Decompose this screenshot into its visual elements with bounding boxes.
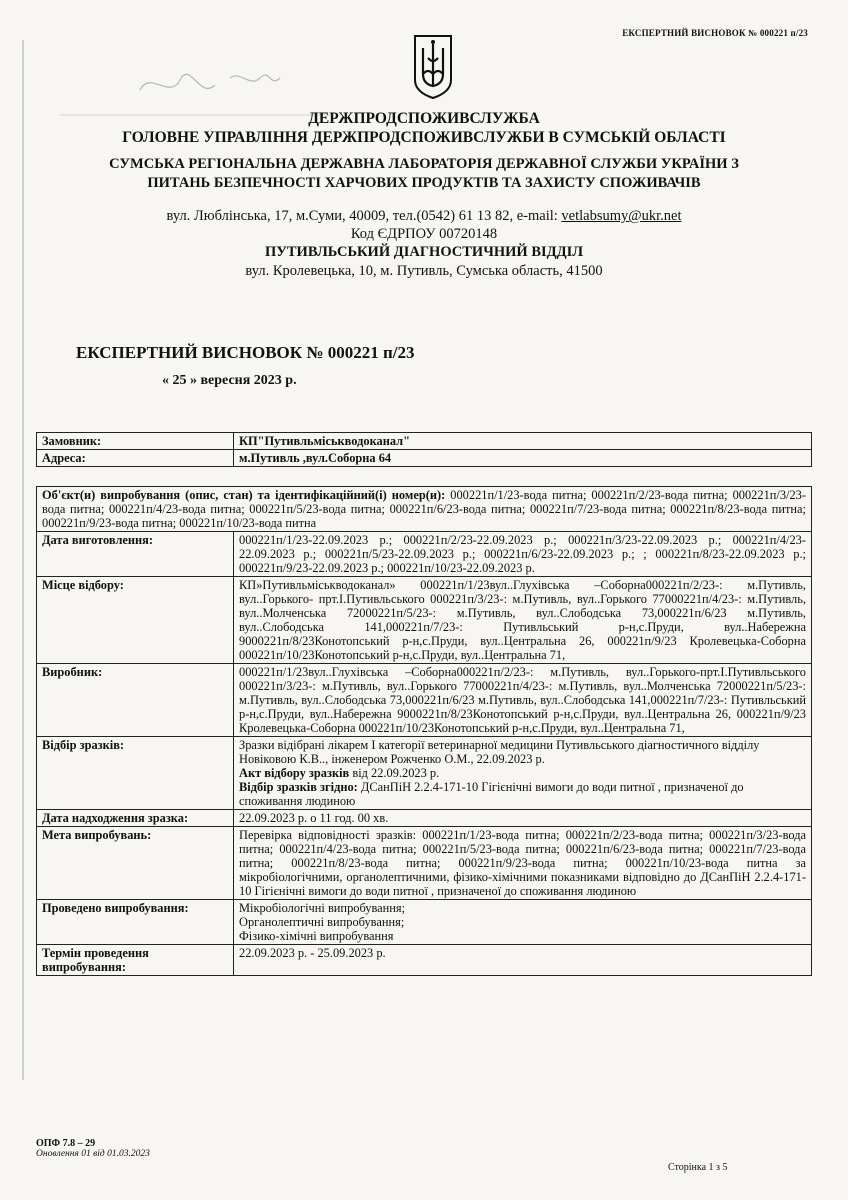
tests-label: Проведено випробування: xyxy=(37,900,234,945)
objects-cell xyxy=(37,487,812,532)
act-value: від 22.09.2023 р. xyxy=(349,766,440,780)
row-value: КП»Путивльміськводоканал» 000221п/1/23вул..Глухівська –Соборна000221п/2/23-: м.Путивль, вул..Горького- прт.І.Путивльського 000221п/3/23-: м.Путивль, вул..Горького 77000221п/4/23-: м.Путивль, вул..Молченська 72000221п/5/23-: м.Путивль, вул..Слободська 73,000221п/6/23 м.Путивль, вул..Слободська 141,000221п/7/23-: Путивльський р-н,с.Пруди, вул..Набережна 9000221п/8/23Конотопський р-н,с.Пруди, вул..Центральна 26, 000221п/9/23 Кролевецька-Соборна 000221п/10/23Конотопський р-н,с.Пруди, вул..Центральна 71, xyxy=(234,577,812,664)
document-title: ЕКСПЕРТНИЙ ВИСНОВОК № 000221 п/23 xyxy=(76,343,415,362)
table-row xyxy=(37,450,812,467)
according-line xyxy=(239,780,806,808)
table-row xyxy=(37,810,812,827)
sampling-text: Зразки відібрані лікарем І категорії ветеринарної медицини Путивльського діагностичного відділу Новіковою К.В.., інженером Рожченко О.М., 22.09.2023 р. xyxy=(239,738,760,766)
row-value: 000221п/1/23-22.09.2023 р.; 000221п/2/23-22.09.2023 р.; 000221п/3/23-22.09.2023 р.; 000221п/4/23-22.09.2023 р.; 000221п/5/23-22.09.2023 р.; 000221п/6/23-22.09.2023 р.; ; 000221п/8/23-22.09.2023 р.; 000221п/9/23-22.09.2023 р.; 000221п/10/23-22.09.2023 р. xyxy=(234,532,812,577)
org-email-link[interactable]: vetlabsumy@ukr.net xyxy=(561,208,682,224)
document-date xyxy=(162,373,297,389)
footer-form-info xyxy=(36,1138,150,1159)
purpose-value: Перевірка відповідності зразків: 000221п/1/23-вода питна; 000221п/2/23-вода питна; 000221п/3/23-вода питна; 000221п/4/23-вода питна; 000221п/5/23-вода питна; 000221п/6/23-вода питна; 000221п/7/23-вода питна; 000221п/8/23-вода питна; 000221п/9/23-вода питна; 000221п/10/23-вода питна за мікробіологічними, органолептичними, фізико-хімічними показниками відповідно до ДСанПіН 2.2.4-171-10 Гігієнічні вимоги до води питної , призначеної до споживання людиною xyxy=(234,827,812,900)
client-label: Замовник: xyxy=(37,433,234,450)
tests-cell xyxy=(234,900,812,945)
table-row xyxy=(37,532,812,577)
org-address xyxy=(0,208,848,225)
row-label: Дата виготовлення: xyxy=(37,532,234,577)
address-value: м.Путивль ,вул.Соборна 64 xyxy=(234,450,812,467)
term-value: 22.09.2023 р. - 25.09.2023 р. xyxy=(234,945,812,976)
row-value: 000221п/1/23вул..Глухівська –Соборна000221п/2/23-: м.Путивль, вул..Горького-прт.І.Путивльського 000221п/3/23-: м.Путивль, вул..Горького 77000221п/4/23-: м.Путивль, вул..Молченська 72000221п/5/23-: м.Путивль, вул..Слободська 73,000221п/6/23 м.Путивль, вул..Слободська 141,000221п/7/23-: Путивльський р-н,с.Пруди, вул..Набережна 9000221п/8/23Конотопський р-н,с.Пруди, вул..Центральна 26, 000221п/9/23 Кролевецька-Соборна 000221п/10/23Конотопський р-н,с.Пруди, вул..Центральна 71, xyxy=(234,664,812,737)
address-label: Адреса: xyxy=(37,450,234,467)
table-row xyxy=(37,664,812,737)
sampling-label: Відбір зразків: xyxy=(37,737,234,810)
arrival-value: 22.09.2023 р. о 11 год. 00 хв. xyxy=(234,810,812,827)
test-item: Мікробіологічні випробування; xyxy=(239,901,406,915)
page-number: Сторінка 1 з 5 xyxy=(668,1162,728,1173)
org-line-2: ГОЛОВНЕ УПРАВЛІННЯ ДЕРЖПРОДСПОЖИВСЛУЖБИ В СУМСЬКІЙ ОБЛАСТІ xyxy=(122,129,726,146)
act-line xyxy=(239,766,806,780)
date-day: « 25 » xyxy=(162,373,197,388)
client-table xyxy=(36,432,812,467)
dept-address: вул. Кролевецька, 10, м. Путивль, Сумська область, 41500 xyxy=(245,263,603,279)
objects-value: 000221п/1/23-вода питна; 000221п/2/23-вода питна; 000221п/3/23-вода питна; 000221п/4/23-вода питна; 000221п/5/23-вода питна; 000221п/6/23-вода питна; 000221п/7/23-вода питна; 000221п/8/23-вода питна; 000221п/9/23-вода питна; 000221п/10/23-вода питна xyxy=(42,488,806,530)
according-value: ДСанПіН 2.2.4-171-10 Гігієнічні вимоги до води питної , призначеної до споживання людиною xyxy=(239,780,744,808)
table-row xyxy=(37,900,812,945)
header-doc-number: ЕКСПЕРТНИЙ ВИСНОВОК № 000221 п/23 xyxy=(622,28,808,38)
org-code: Код ЄДРПОУ 00720148 xyxy=(350,226,498,242)
test-item: Фізико-хімічні випробування xyxy=(239,929,394,943)
org-address-text: вул. Люблінська, 17, м.Суми, 40009, тел.(0542) 61 13 82, e-mail: xyxy=(166,208,558,224)
act-label: Акт відбору зразків xyxy=(239,766,350,780)
table-row xyxy=(37,827,812,900)
table-row xyxy=(37,487,812,532)
test-item: Органолептичні випробування; xyxy=(239,915,405,929)
org-line-3: СУМСЬКА РЕГІОНАЛЬНА ДЕРЖАВНА ЛАБОРАТОРІЯ ДЕРЖАВНОЇ СЛУЖБИ УКРАЇНИ З xyxy=(109,156,739,172)
org-line-1: ДЕРЖПРОДСПОЖИВСЛУЖБА xyxy=(308,110,540,127)
org-line-4: ПИТАНЬ БЕЗПЕЧНОСТІ ХАРЧОВИХ ПРОДУКТІВ ТА ЗАХИСТУ СПОЖИВАЧІВ xyxy=(147,175,701,191)
row-label: Виробник: xyxy=(37,664,234,737)
according-label: Відбір зразків згідно: xyxy=(239,780,358,794)
table-row xyxy=(37,577,812,664)
table-row xyxy=(37,433,812,450)
term-label: Термін проведення випробування: xyxy=(37,945,234,976)
form-updated: Оновлення 01 від 01.03.2023 xyxy=(36,1149,150,1159)
handwritten-note xyxy=(30,40,330,120)
sampling-cell xyxy=(234,737,812,810)
arrival-label: Дата надходження зразка: xyxy=(37,810,234,827)
page-edge-shadow xyxy=(22,40,24,1080)
purpose-label: Мета випробувань: xyxy=(37,827,234,900)
dept-name: ПУТИВЛЬСЬКИЙ ДІАГНОСТИЧНИЙ ВІДДІЛ xyxy=(264,244,584,260)
main-table xyxy=(36,486,812,976)
client-value: КП"Путивльміськводоканал" xyxy=(234,433,812,450)
coat-of-arms-icon xyxy=(411,34,455,100)
objects-label: Об'єкт(и) випробування (опис, стан) та ідентифікаційний(і) номер(и): xyxy=(42,488,446,502)
date-rest: вересня 2023 р. xyxy=(197,373,297,388)
table-row xyxy=(37,737,812,810)
row-label: Місце відбору: xyxy=(37,577,234,664)
table-row xyxy=(37,945,812,976)
form-code: ОПФ 7.8 – 29 xyxy=(36,1138,96,1149)
